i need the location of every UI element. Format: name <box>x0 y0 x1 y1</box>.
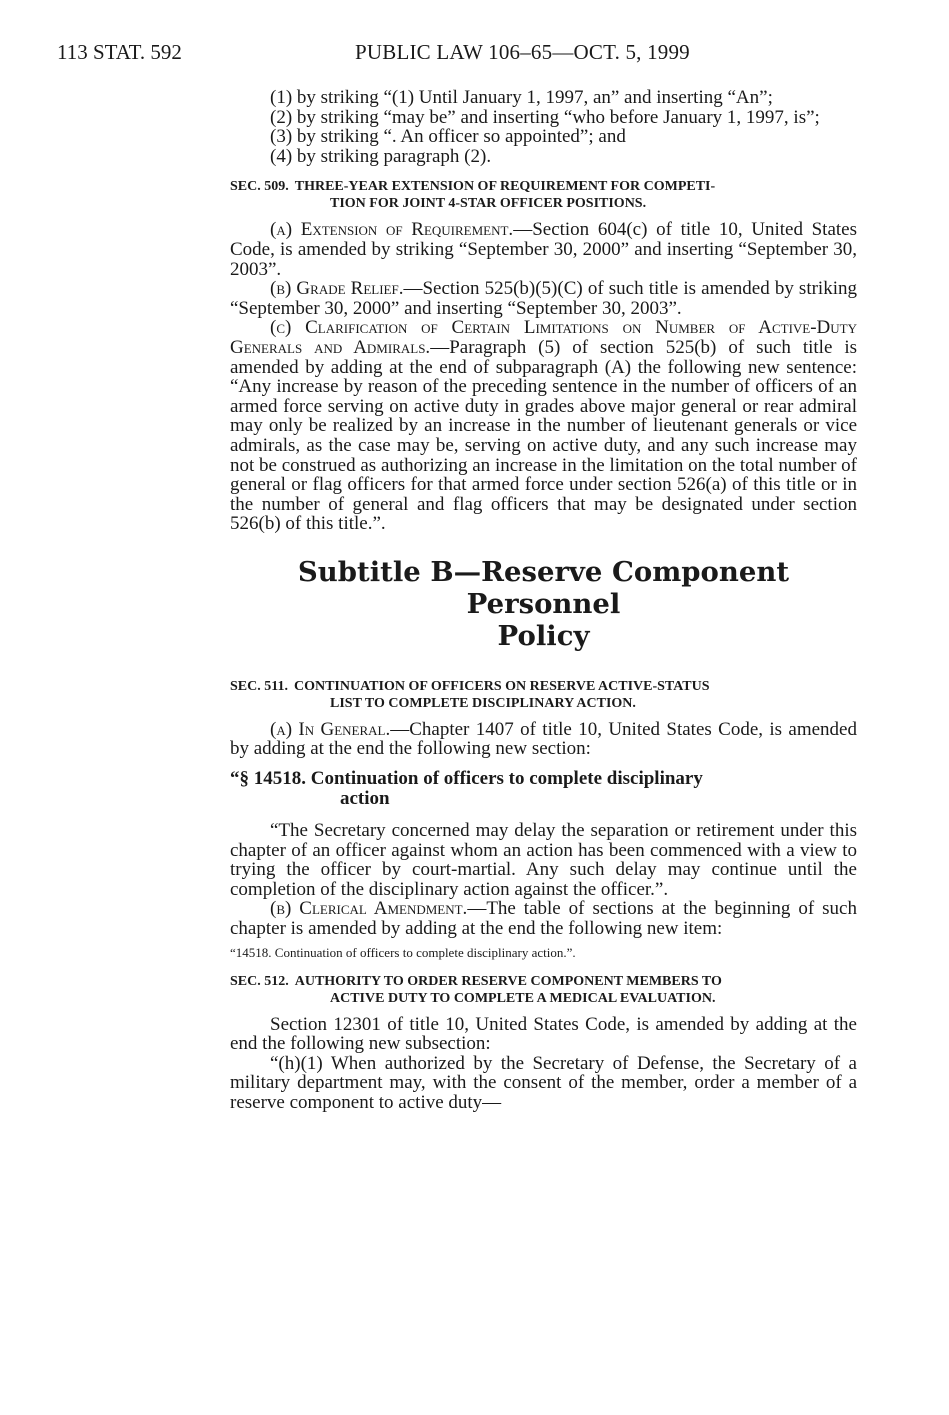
section-512-title-line2: ACTIVE DUTY TO COMPLETE A MEDICAL EVALUATION. <box>330 990 716 1006</box>
table-of-sections-item: “14518. Continuation of officers to complete disciplinary action.”. <box>230 944 576 960</box>
section-512-number: SEC. 512. <box>230 973 289 989</box>
section-511-subsection-a <box>230 720 857 759</box>
section-509-heading <box>230 178 857 212</box>
section-509-subsection-b <box>230 279 857 318</box>
section-14518-heading-line2: action <box>340 788 390 810</box>
section-511-a-label: (a) In General. <box>270 718 391 740</box>
subtitle-heading <box>230 556 857 652</box>
section-511-number: SEC. 511. <box>230 678 288 694</box>
section-509-number: SEC. 509. <box>230 179 289 195</box>
section-14518-heading <box>230 769 857 809</box>
running-header <box>0 40 949 70</box>
public-law-citation: PUBLIC LAW 106–65—OCT. 5, 1999 <box>355 40 690 64</box>
subsection-a-label: (a) Extension of Requirement. <box>270 219 514 241</box>
section-511-b-text: —The table of sections at the beginning of such chapter is amended by adding at the end the following new item: <box>230 898 857 940</box>
subtitle-line2: Policy <box>497 619 590 652</box>
document-body <box>230 88 857 1113</box>
section-511-a-text: —Chapter 1407 of title 10, United States Code, is amended by adding at the end the following new section: <box>230 718 857 760</box>
section-512-title-line1: AUTHORITY TO ORDER RESERVE COMPONENT MEMBERS TO <box>294 973 722 989</box>
section-512-intro: Section 12301 of title 10, United States Code, is amended by adding at the end the following new subsection: <box>230 1013 857 1055</box>
statute-page-number: 113 STAT. 592 <box>57 40 182 64</box>
subsection-a-text: —Section 604(c) of title 10, United States Code, is amended by striking “September 30, 2000” and inserting “September 30, 2003”. <box>230 219 857 280</box>
amendment-item-2: (2) by striking “may be” and inserting “who before January 1, 1997, is”; <box>270 106 820 128</box>
section-14518-heading-line1: “§ 14518. Continuation of officers to complete disciplinary <box>230 768 703 790</box>
amendment-item-3: (3) by striking “. An officer so appointed”; and <box>270 126 626 148</box>
amendment-item-4: (4) by striking paragraph (2). <box>270 145 492 167</box>
section-511-subsection-b <box>230 899 857 938</box>
section-511-heading <box>230 678 857 712</box>
section-511-b-label: (b) Clerical Amendment. <box>270 898 468 920</box>
section-509-subsection-a <box>230 220 857 279</box>
section-512-subsection-h: “(h)(1) When authorized by the Secretary of Defense, the Secretary of a military department may, with the consent of the member, order a member of a reserve component to active duty— <box>230 1052 857 1113</box>
subsection-c-label: (c) Clarification of Certain Limitations on Number of Active-Duty Generals and Admirals. <box>230 317 857 358</box>
section-14518-text: “The Secretary concerned may delay the separation or retirement under this chapter of an officer against whom an action has been commenced with a view to trying the officer by court-martial. Any such delay may continue until the completion of the disciplinary action against the officer.”. <box>230 820 857 900</box>
section-509-title-line1: THREE-YEAR EXTENSION OF REQUIREMENT FOR COMPETI- <box>294 179 716 195</box>
section-509-title-line2: TION FOR JOINT 4-STAR OFFICER POSITIONS. <box>330 196 647 212</box>
section-511-title-line1: CONTINUATION OF OFFICERS ON RESERVE ACTIVE-STATUS <box>293 678 710 694</box>
subsection-b-label: (b) Grade Relief. <box>270 278 404 300</box>
amendment-item-1: (1) by striking “(1) Until January 1, 1997, an” and inserting “An”; <box>270 87 773 108</box>
subtitle-line1: Subtitle B—Reserve Component Personnel <box>297 555 790 620</box>
section-511-title-line2: LIST TO COMPLETE DISCIPLINARY ACTION. <box>330 695 636 711</box>
section-509-subsection-c <box>230 318 857 534</box>
subsection-b-text: —Section 525(b)(5)(C) of such title is amended by striking “September 30, 2000” and inserting “September 30, 2003”. <box>230 278 857 319</box>
subsection-c-text: —Paragraph (5) of section 525(b) of such title is amended by adding at the end of subparagraph (A) the following new sentence: “Any increase by reason of the preceding sentence in the number of officers of an armed force serving on active duty in grades above major general or rear admiral may only be realized by an increase in the number of lieutenant generals or vice admirals, as the case may be, serving on active duty, and any such increase may not be construed as authorizing an increase in the limitation on the total number of general or flag officers for that armed force under section 526(a) of this title or in the number of general and flag officers that may be designated under section 526(b) of this title.”. <box>230 336 857 535</box>
section-512-heading <box>230 973 857 1007</box>
